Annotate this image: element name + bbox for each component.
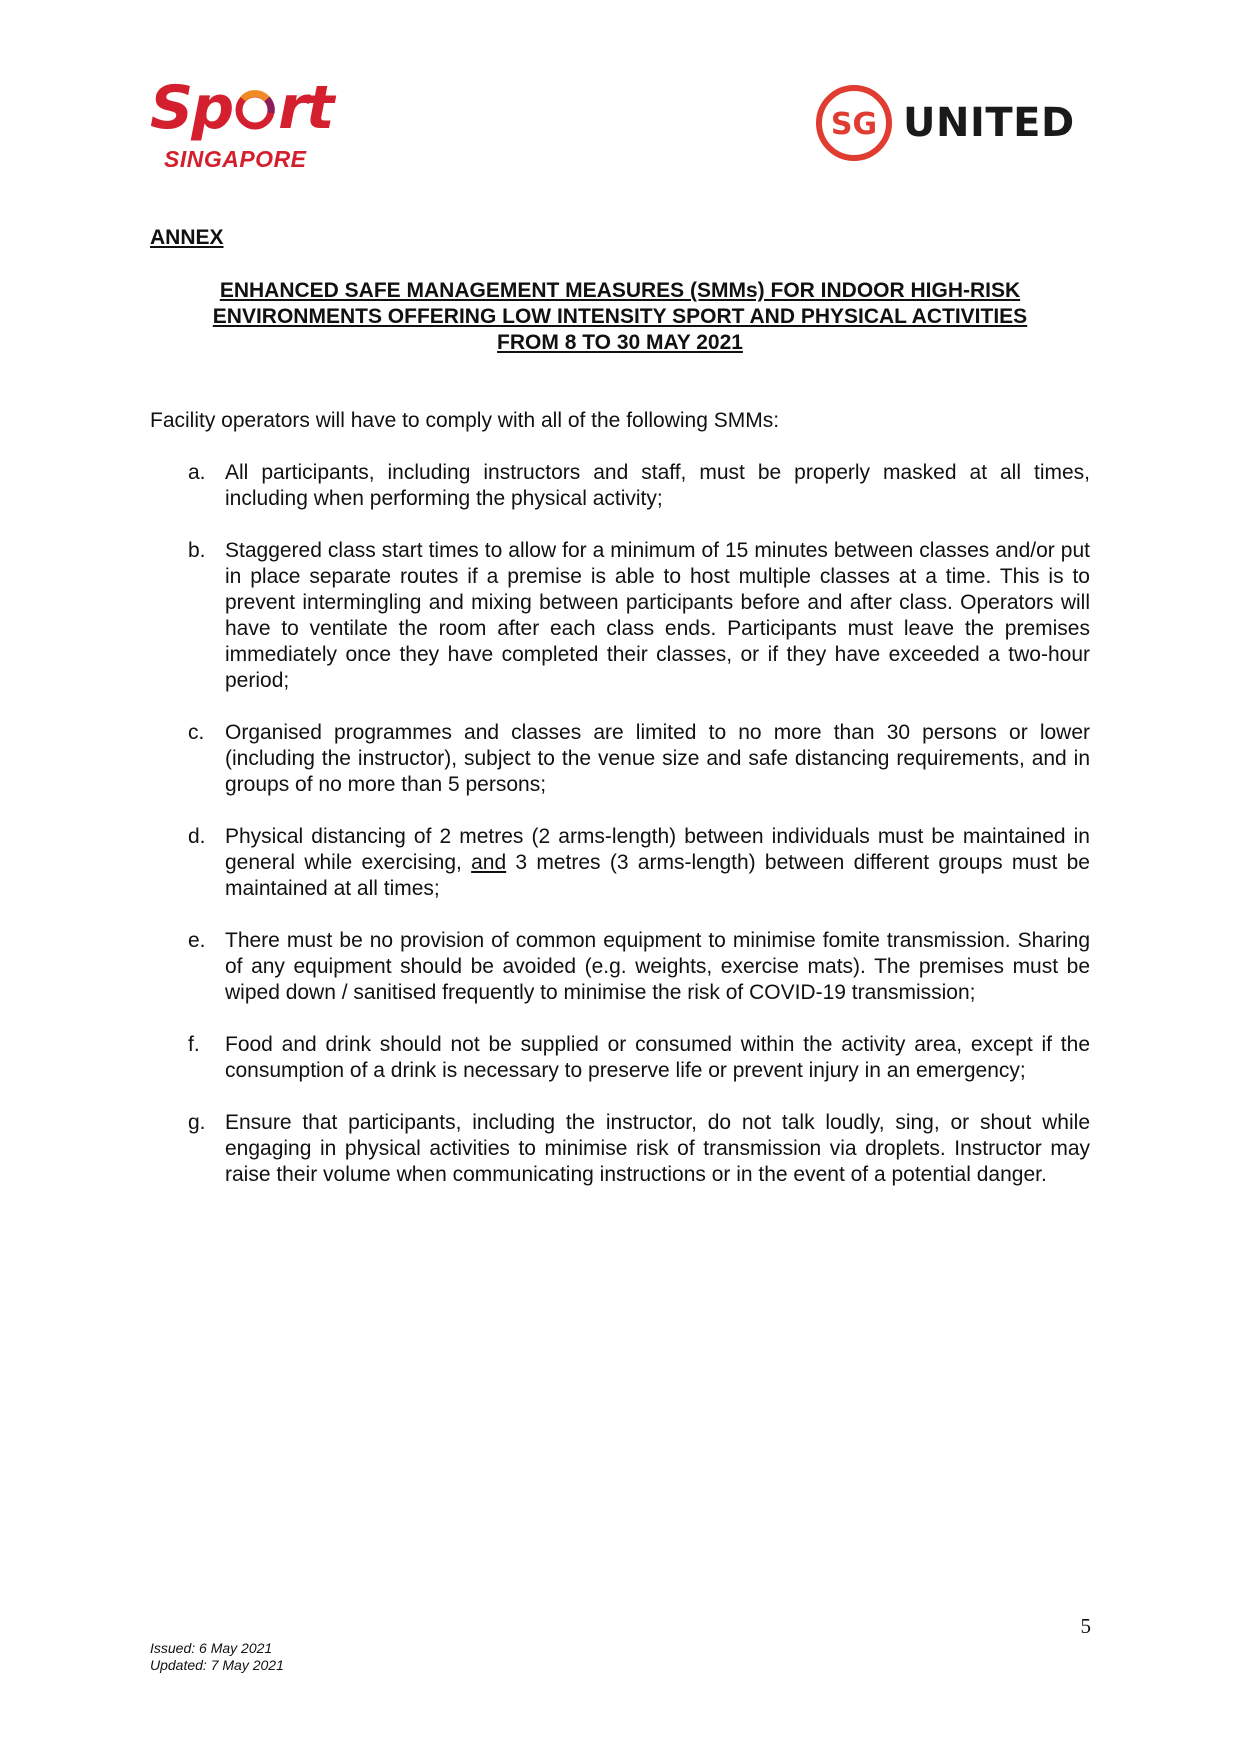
measure-marker: d. <box>188 825 206 848</box>
intro-paragraph: Facility operators will have to comply with all of the following SMMs: <box>150 409 780 432</box>
sport-logo-subtitle: SINGAPORE <box>164 146 307 172</box>
measure-marker: b. <box>188 539 206 562</box>
issued-date: Issued: 6 May 2021 <box>150 1640 273 1656</box>
measure-marker: g. <box>188 1111 206 1134</box>
measure-text: Food and drink should not be supplied or consumed within the activity area, except if the consumption of a drink is necessary to preserve life or prevent injury in an emergency; <box>225 1033 1090 1082</box>
sg-circle-text: SG <box>830 107 878 142</box>
measure-text-before: Physical distancing of 2 metres (2 arms-length) between individuals must be maintained in general while exercising, <box>225 825 1090 874</box>
measure-text-underlined: and <box>471 851 507 874</box>
sport-logo-text-right: rt <box>278 73 333 143</box>
sg-united-logo <box>815 82 1075 164</box>
measure-text: All participants, including instructors and staff, must be properly masked at all times, including when performing the physical activity; <box>225 461 1090 510</box>
sport-logo-wordmark <box>150 73 333 143</box>
document-title <box>150 278 1090 356</box>
measure-text: There must be no provision of common equipment to minimise fomite transmission. Sharing of any equipment should be avoided (e.g. weights, exercise mats). The premises must be wiped down / sanitised frequently to minimise the risk of COVID-19 transmission; <box>225 929 1090 1004</box>
measure-item-e <box>150 928 1090 1006</box>
measure-text: Organised programmes and classes are limited to no more than 30 persons or lower (including the instructor), subject to the venue size and safe distancing requirements, and in groups of no more than 5 persons; <box>225 721 1090 796</box>
sport-logo-text-left: Sp <box>150 73 233 143</box>
annex-heading: ANNEX <box>150 226 224 249</box>
page-number: 5 <box>1080 1614 1091 1638</box>
title-line: FROM 8 TO 30 MAY 2021 <box>497 331 743 354</box>
sport-singapore-logo <box>150 73 350 178</box>
document-footer <box>150 1640 284 1674</box>
title-line: ENHANCED SAFE MANAGEMENT MEASURES (SMMs) FOR INDOOR HIGH-RISK <box>219 279 1021 302</box>
measure-item-a <box>150 460 1090 512</box>
sport-ring-icon <box>233 83 277 133</box>
measure-marker: e. <box>188 929 206 952</box>
measure-item-c <box>150 720 1090 798</box>
sg-united-wordmark: UNITED <box>903 100 1075 146</box>
title-line: ENVIRONMENTS OFFERING LOW INTENSITY SPORT AND PHYSICAL ACTIVITIES <box>212 305 1028 328</box>
measure-text: Staggered class start times to allow for a minimum of 15 minutes between classes and/or put in place separate routes if a premise is able to host multiple classes at a time. This is to prevent intermingling and mixing between participants before and after class. Operators will have to ventilate the room after each class ends. Participants must leave the premises immediately once they have completed their classes, or if they have exceeded a two-hour period; <box>225 539 1090 692</box>
measures-list <box>150 460 1090 1214</box>
measure-item-d <box>150 824 1090 902</box>
sg-circle-icon <box>815 84 893 162</box>
measure-item-g <box>150 1110 1090 1188</box>
measure-text-after: 3 metres (3 arms-length) between different groups must be maintained at all times; <box>225 851 1090 900</box>
measure-text: Ensure that participants, including the instructor, do not talk loudly, sing, or shout while engaging in physical activities to minimise risk of transmission via droplets. Instructor may raise their volume when communicating instructions or in the event of a potential danger. <box>225 1111 1090 1186</box>
updated-date: Updated: 7 May 2021 <box>150 1657 284 1673</box>
measure-item-b <box>150 538 1090 694</box>
measure-marker: f. <box>188 1033 200 1056</box>
measure-marker: c. <box>188 721 205 744</box>
measure-item-f <box>150 1032 1090 1084</box>
measure-text <box>225 825 1090 900</box>
measure-marker: a. <box>188 461 206 484</box>
